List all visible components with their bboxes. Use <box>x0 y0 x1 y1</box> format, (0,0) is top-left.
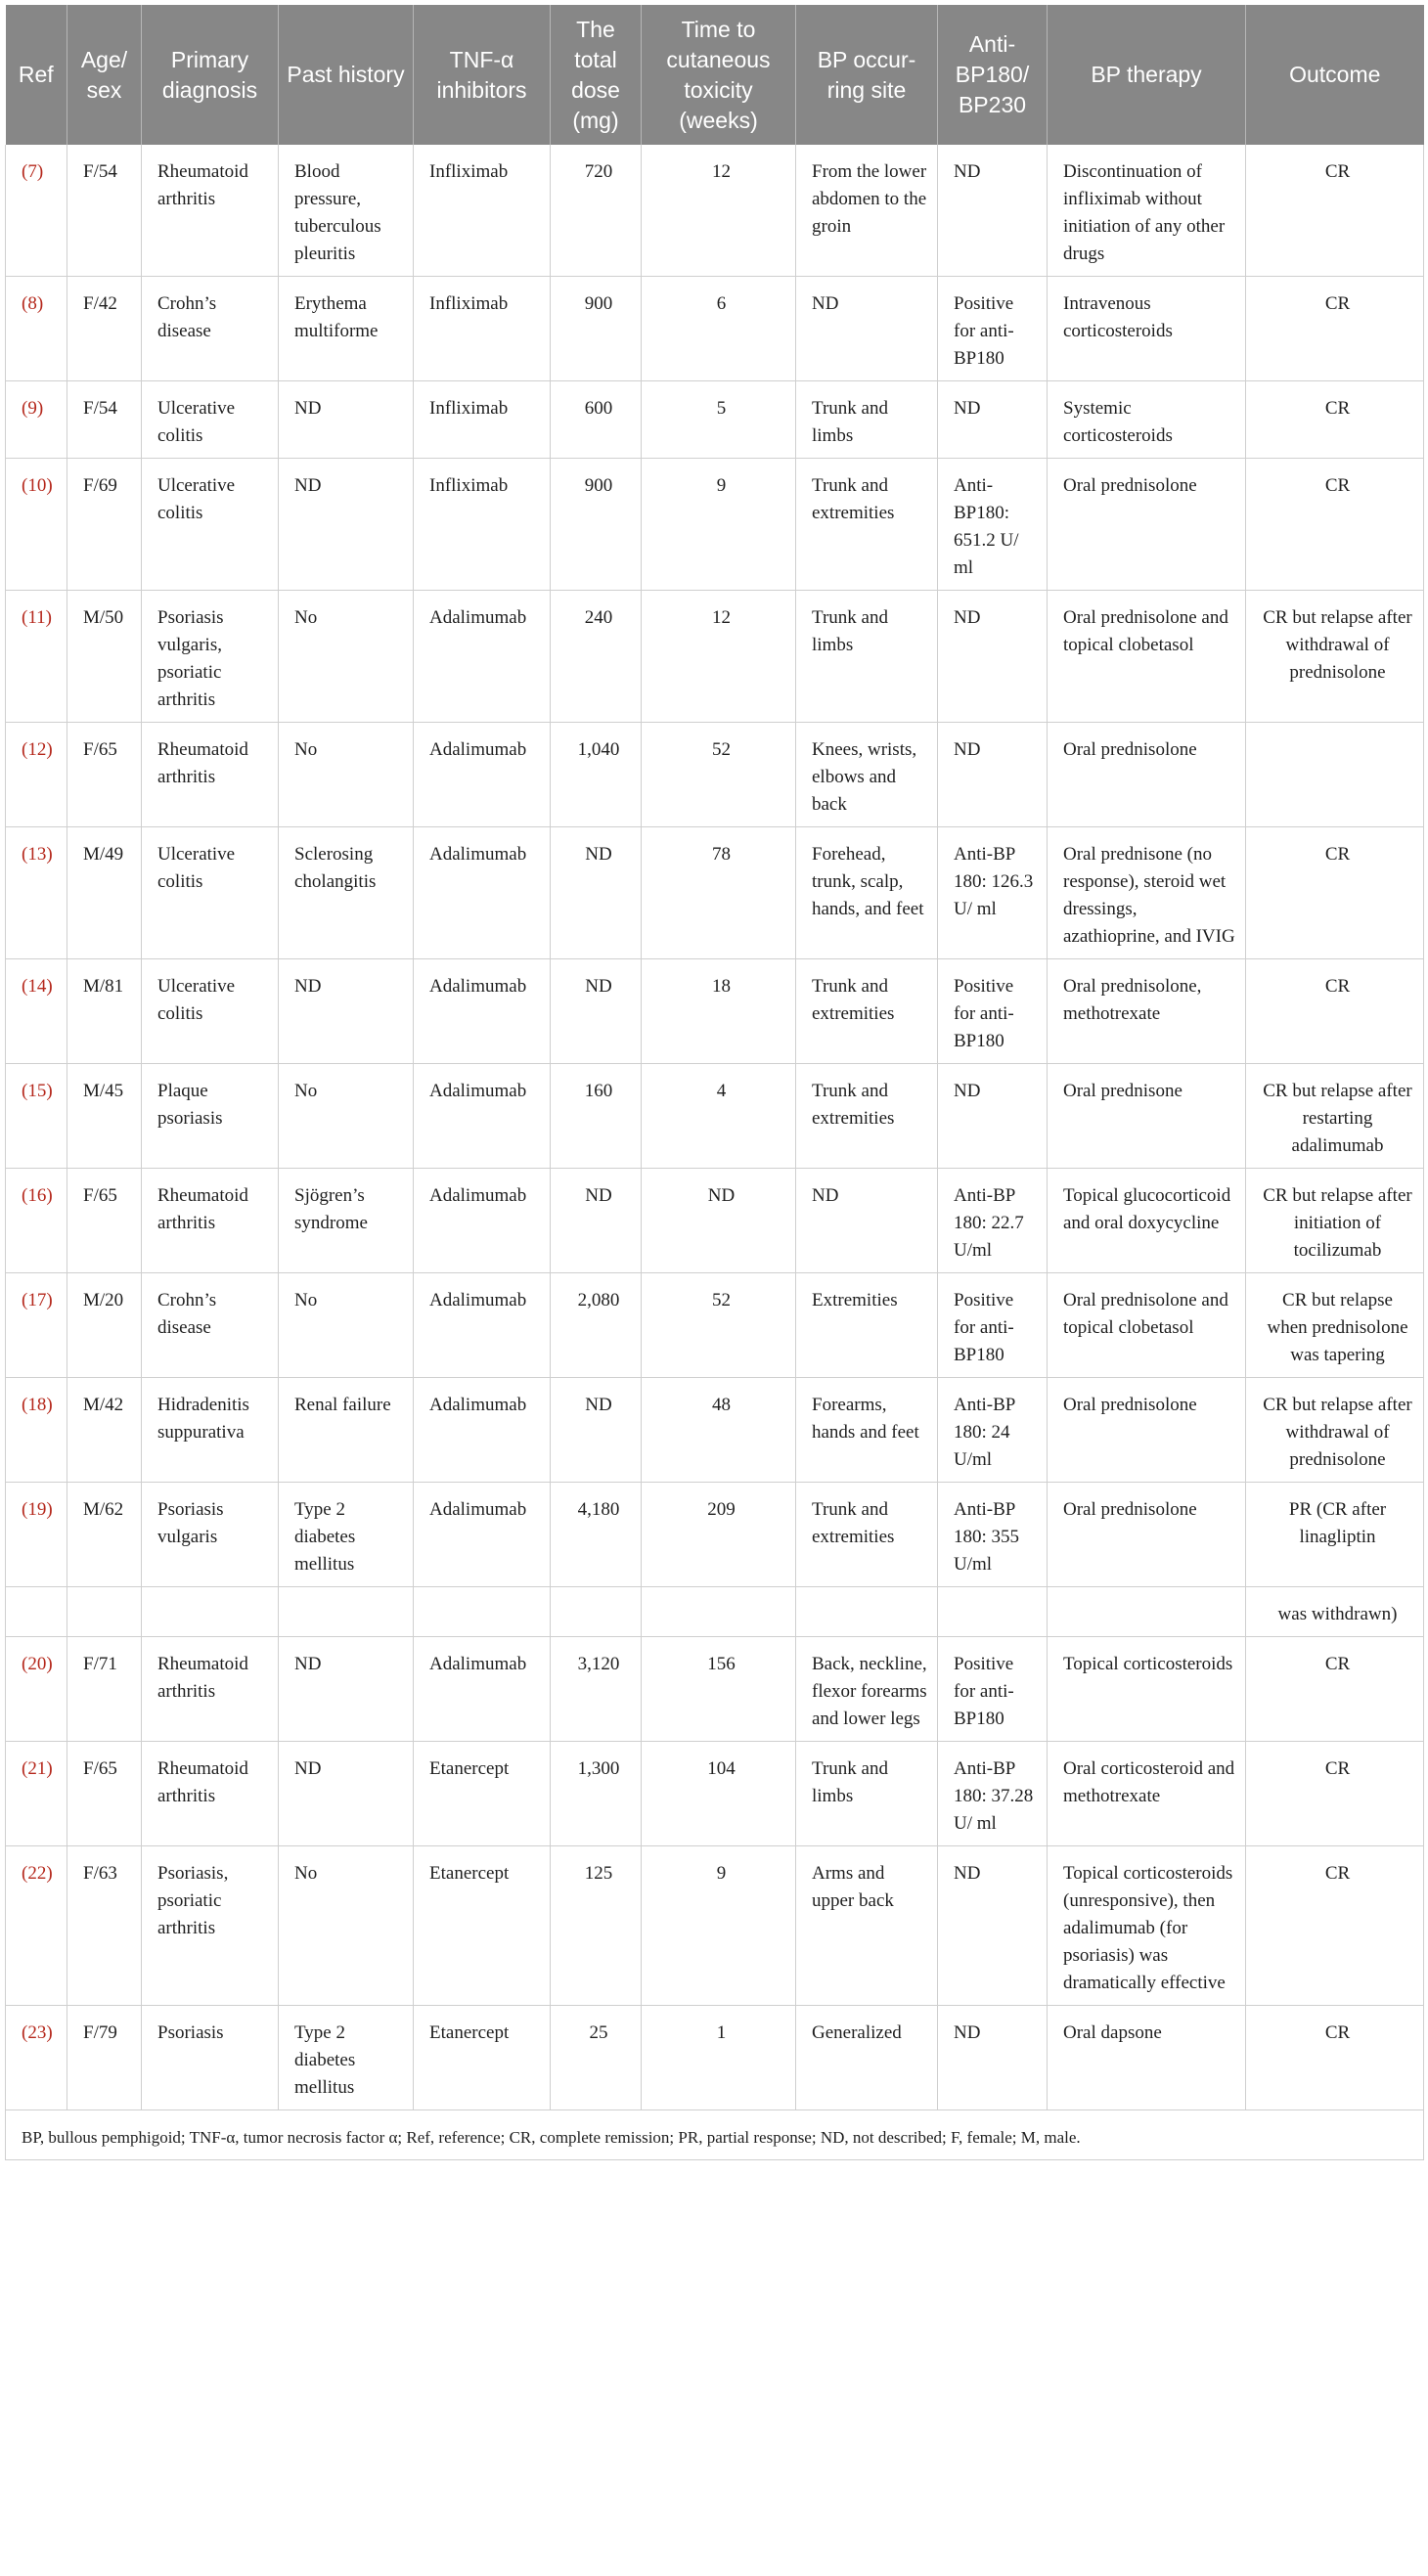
cell-primary-diagnosis: Rheumatoid arthritis <box>142 723 279 827</box>
cell-primary-diagnosis: Ulcerative colitis <box>142 827 279 959</box>
table-row <box>6 1637 1424 1742</box>
cell-ref: (14) <box>6 959 67 1064</box>
table-row <box>6 1064 1424 1169</box>
cell-past-history: No <box>279 591 414 723</box>
cell-time-to-toxicity: ND <box>642 1169 796 1273</box>
cell-total-dose <box>551 1587 642 1637</box>
cell-anti-bp: ND <box>938 2006 1048 2110</box>
table-row <box>6 1742 1424 1846</box>
cell-total-dose: ND <box>551 1169 642 1273</box>
cell-past-history: ND <box>279 959 414 1064</box>
cell-total-dose: 25 <box>551 2006 642 2110</box>
cell-outcome: CR <box>1246 2006 1424 2110</box>
cell-total-dose: 3,120 <box>551 1637 642 1742</box>
cell-tnf-inhibitor: Infliximab <box>414 459 551 591</box>
cell-total-dose: ND <box>551 827 642 959</box>
cell-outcome: CR but relapse when prednisolone was tapering <box>1246 1273 1424 1378</box>
cell-total-dose: 240 <box>551 591 642 723</box>
cell-past-history: Sclerosing cholangitis <box>279 827 414 959</box>
cell-past-history: ND <box>279 459 414 591</box>
cell-age-sex: F/79 <box>67 2006 142 2110</box>
cell-bp-therapy: Oral prednisolone <box>1048 459 1246 591</box>
cell-bp-site <box>796 1587 938 1637</box>
cell-outcome: CR <box>1246 145 1424 277</box>
cell-anti-bp: ND <box>938 145 1048 277</box>
cell-tnf-inhibitor: Adalimumab <box>414 1169 551 1273</box>
cell-ref: (7) <box>6 145 67 277</box>
cell-tnf-inhibitor: Adalimumab <box>414 1064 551 1169</box>
cell-primary-diagnosis: Ulcerative colitis <box>142 959 279 1064</box>
cell-tnf-inhibitor: Etanercept <box>414 1846 551 2006</box>
cell-primary-diagnosis: Plaque psoriasis <box>142 1064 279 1169</box>
cell-primary-diagnosis: Rheumatoid arthritis <box>142 1169 279 1273</box>
table-row <box>6 277 1424 381</box>
cell-ref: (17) <box>6 1273 67 1378</box>
table-row <box>6 959 1424 1064</box>
cell-tnf-inhibitor: Adalimumab <box>414 723 551 827</box>
case-table <box>5 5 1424 2160</box>
cell-time-to-toxicity: 52 <box>642 1273 796 1378</box>
cell-outcome: CR but relapse after withdrawal of prednisolone <box>1246 591 1424 723</box>
cell-anti-bp: Positive for anti-BP180 <box>938 1273 1048 1378</box>
table-row <box>6 1378 1424 1483</box>
cell-anti-bp: ND <box>938 591 1048 723</box>
cell-outcome <box>1246 723 1424 827</box>
col-header-bp-therapy: BP therapy <box>1048 5 1246 145</box>
table-row <box>6 2006 1424 2110</box>
cell-time-to-toxicity: 156 <box>642 1637 796 1742</box>
cell-outcome: CR <box>1246 1846 1424 2006</box>
cell-age-sex: M/20 <box>67 1273 142 1378</box>
table-row <box>6 1587 1424 1637</box>
cell-bp-therapy: Oral prednisolone and topical clobetasol <box>1048 591 1246 723</box>
cell-past-history: Renal failure <box>279 1378 414 1483</box>
cell-bp-site: Trunk and extremities <box>796 1064 938 1169</box>
cell-total-dose: 125 <box>551 1846 642 2006</box>
cell-tnf-inhibitor: Etanercept <box>414 1742 551 1846</box>
cell-age-sex <box>67 1587 142 1637</box>
cell-outcome: CR but relapse after restarting adalimumab <box>1246 1064 1424 1169</box>
cell-anti-bp: Anti-BP 180: 355 U/ml <box>938 1483 1048 1587</box>
cell-ref: (15) <box>6 1064 67 1169</box>
cell-tnf-inhibitor: Adalimumab <box>414 1273 551 1378</box>
cell-total-dose: 2,080 <box>551 1273 642 1378</box>
cell-age-sex: M/49 <box>67 827 142 959</box>
cell-bp-therapy: Oral prednisolone <box>1048 1483 1246 1587</box>
cell-total-dose: ND <box>551 959 642 1064</box>
cell-time-to-toxicity: 48 <box>642 1378 796 1483</box>
cell-age-sex: F/65 <box>67 723 142 827</box>
cell-past-history: Type 2 diabetes mellitus <box>279 2006 414 2110</box>
cell-tnf-inhibitor: Adalimumab <box>414 591 551 723</box>
cell-primary-diagnosis: Crohn’s disease <box>142 1273 279 1378</box>
cell-outcome: CR but relapse after initiation of tocilizumab <box>1246 1169 1424 1273</box>
cell-tnf-inhibitor: Adalimumab <box>414 1483 551 1587</box>
cell-anti-bp: Anti-BP 180: 37.28 U/ ml <box>938 1742 1048 1846</box>
cell-total-dose: 160 <box>551 1064 642 1169</box>
cell-ref: (18) <box>6 1378 67 1483</box>
table-row <box>6 723 1424 827</box>
cell-primary-diagnosis: Rheumatoid arthritis <box>142 145 279 277</box>
cell-bp-site: Trunk and limbs <box>796 1742 938 1846</box>
cell-time-to-toxicity: 9 <box>642 1846 796 2006</box>
cell-bp-therapy: Topical corticosteroids (unresponsive), then adalimumab (for psoriasis) was dramatically effective <box>1048 1846 1246 2006</box>
cell-anti-bp: ND <box>938 381 1048 459</box>
cell-tnf-inhibitor: Etanercept <box>414 2006 551 2110</box>
cell-ref: (21) <box>6 1742 67 1846</box>
table-row <box>6 1846 1424 2006</box>
cell-total-dose: ND <box>551 1378 642 1483</box>
cell-bp-site: Trunk and extremities <box>796 459 938 591</box>
cell-past-history: No <box>279 1273 414 1378</box>
cell-bp-therapy: Oral prednisolone <box>1048 723 1246 827</box>
cell-past-history: No <box>279 1846 414 2006</box>
cell-tnf-inhibitor: Infliximab <box>414 381 551 459</box>
cell-total-dose: 1,300 <box>551 1742 642 1846</box>
table-row <box>6 145 1424 277</box>
cell-bp-therapy: Intravenous corticosteroids <box>1048 277 1246 381</box>
cell-past-history: Erythema multiforme <box>279 277 414 381</box>
cell-outcome: CR <box>1246 1742 1424 1846</box>
cell-bp-therapy: Oral dapsone <box>1048 2006 1246 2110</box>
cell-age-sex: F/69 <box>67 459 142 591</box>
cell-total-dose: 600 <box>551 381 642 459</box>
cell-tnf-inhibitor: Infliximab <box>414 277 551 381</box>
cell-bp-therapy: Oral corticosteroid and methotrexate <box>1048 1742 1246 1846</box>
cell-past-history <box>279 1587 414 1637</box>
cell-total-dose: 720 <box>551 145 642 277</box>
cell-primary-diagnosis: Hidradenitis suppurativa <box>142 1378 279 1483</box>
cell-time-to-toxicity: 78 <box>642 827 796 959</box>
cell-bp-site: Trunk and extremities <box>796 1483 938 1587</box>
cell-primary-diagnosis: Ulcerative colitis <box>142 459 279 591</box>
cell-tnf-inhibitor: Adalimumab <box>414 959 551 1064</box>
cell-primary-diagnosis <box>142 1587 279 1637</box>
cell-time-to-toxicity: 4 <box>642 1064 796 1169</box>
cell-anti-bp: Anti-BP 180: 24 U/ml <box>938 1378 1048 1483</box>
cell-bp-site: Trunk and extremities <box>796 959 938 1064</box>
cell-age-sex: F/54 <box>67 145 142 277</box>
col-header-primary-diagnosis: Primary diagnosis <box>142 5 279 145</box>
cell-time-to-toxicity: 18 <box>642 959 796 1064</box>
cell-anti-bp: Positive for anti-BP180 <box>938 1637 1048 1742</box>
col-header-past-history: Past history <box>279 5 414 145</box>
table-row <box>6 1483 1424 1587</box>
cell-tnf-inhibitor: Adalimumab <box>414 1378 551 1483</box>
cell-age-sex: M/50 <box>67 591 142 723</box>
cell-bp-therapy: Oral prednisone <box>1048 1064 1246 1169</box>
cell-primary-diagnosis: Psoriasis vulgaris <box>142 1483 279 1587</box>
cell-anti-bp: ND <box>938 723 1048 827</box>
cell-age-sex: M/45 <box>67 1064 142 1169</box>
cell-time-to-toxicity: 6 <box>642 277 796 381</box>
col-header-total-dose: The total dose (mg) <box>551 5 642 145</box>
cell-bp-therapy: Oral prednisolone and topical clobetasol <box>1048 1273 1246 1378</box>
cell-ref: (20) <box>6 1637 67 1742</box>
cell-ref: (8) <box>6 277 67 381</box>
cell-total-dose: 900 <box>551 277 642 381</box>
cell-age-sex: F/63 <box>67 1846 142 2006</box>
cell-bp-therapy: Oral prednisolone <box>1048 1378 1246 1483</box>
cell-time-to-toxicity: 5 <box>642 381 796 459</box>
cell-bp-site: Knees, wrists, elbows and back <box>796 723 938 827</box>
cell-ref: (11) <box>6 591 67 723</box>
cell-bp-site: ND <box>796 277 938 381</box>
cell-time-to-toxicity: 52 <box>642 723 796 827</box>
col-header-anti-bp: Anti-BP180/ BP230 <box>938 5 1048 145</box>
cell-total-dose: 4,180 <box>551 1483 642 1587</box>
cell-outcome: CR <box>1246 827 1424 959</box>
cell-ref: (23) <box>6 2006 67 2110</box>
cell-past-history: No <box>279 1064 414 1169</box>
cell-total-dose: 900 <box>551 459 642 591</box>
cell-anti-bp <box>938 1587 1048 1637</box>
cell-time-to-toxicity: 104 <box>642 1742 796 1846</box>
table-body <box>6 145 1424 2160</box>
cell-age-sex: F/71 <box>67 1637 142 1742</box>
cell-outcome: CR <box>1246 381 1424 459</box>
cell-past-history: ND <box>279 1742 414 1846</box>
cell-bp-therapy: Oral prednisolone, methotrexate <box>1048 959 1246 1064</box>
cell-primary-diagnosis: Rheumatoid arthritis <box>142 1742 279 1846</box>
cell-bp-therapy <box>1048 1587 1246 1637</box>
header-row <box>6 5 1424 145</box>
cell-time-to-toxicity: 209 <box>642 1483 796 1587</box>
cell-total-dose: 1,040 <box>551 723 642 827</box>
cell-time-to-toxicity: 1 <box>642 2006 796 2110</box>
cell-time-to-toxicity <box>642 1587 796 1637</box>
cell-tnf-inhibitor <box>414 1587 551 1637</box>
cell-primary-diagnosis: Crohn’s disease <box>142 277 279 381</box>
cell-primary-diagnosis: Ulcerative colitis <box>142 381 279 459</box>
cell-anti-bp: Positive for anti-BP180 <box>938 277 1048 381</box>
table-row <box>6 1169 1424 1273</box>
cell-bp-site: ND <box>796 1169 938 1273</box>
cell-age-sex: F/42 <box>67 277 142 381</box>
cell-tnf-inhibitor: Adalimumab <box>414 1637 551 1742</box>
cell-ref: (22) <box>6 1846 67 2006</box>
col-header-outcome: Outcome <box>1246 5 1424 145</box>
cell-past-history: No <box>279 723 414 827</box>
col-header-tnf-inhibitors: TNF-α inhibitors <box>414 5 551 145</box>
cell-age-sex: M/81 <box>67 959 142 1064</box>
cell-ref: (19) <box>6 1483 67 1587</box>
cell-bp-therapy: Topical glucocorticoid and oral doxycycline <box>1048 1169 1246 1273</box>
table-row <box>6 459 1424 591</box>
cell-tnf-inhibitor: Adalimumab <box>414 827 551 959</box>
cell-ref: (12) <box>6 723 67 827</box>
cell-age-sex: M/62 <box>67 1483 142 1587</box>
cell-bp-therapy: Topical corticosteroids <box>1048 1637 1246 1742</box>
cell-primary-diagnosis: Rheumatoid arthritis <box>142 1637 279 1742</box>
cell-time-to-toxicity: 12 <box>642 591 796 723</box>
cell-age-sex: M/42 <box>67 1378 142 1483</box>
cell-ref: (16) <box>6 1169 67 1273</box>
cell-bp-therapy: Systemic corticosteroids <box>1048 381 1246 459</box>
cell-bp-site: Arms and upper back <box>796 1846 938 2006</box>
cell-primary-diagnosis: Psoriasis <box>142 2006 279 2110</box>
cell-time-to-toxicity: 9 <box>642 459 796 591</box>
cell-outcome: PR (CR after linagliptin <box>1246 1483 1424 1587</box>
cell-primary-diagnosis: Psoriasis vulgaris, psoriatic arthritis <box>142 591 279 723</box>
cell-outcome: CR <box>1246 1637 1424 1742</box>
cell-anti-bp: ND <box>938 1846 1048 2006</box>
cell-bp-site: From the lower abdomen to the groin <box>796 145 938 277</box>
cell-anti-bp: Anti-BP180: 651.2 U/ ml <box>938 459 1048 591</box>
cell-bp-therapy: Oral prednisone (no response), steroid wet dressings, azathioprine, and IVIG <box>1048 827 1246 959</box>
cell-outcome: was withdrawn) <box>1246 1587 1424 1637</box>
col-header-ref: Ref <box>6 5 67 145</box>
cell-bp-site: Extremities <box>796 1273 938 1378</box>
cell-past-history: ND <box>279 381 414 459</box>
cell-ref <box>6 1587 67 1637</box>
cell-primary-diagnosis: Psoriasis, psoriatic arthritis <box>142 1846 279 2006</box>
cell-anti-bp: ND <box>938 1064 1048 1169</box>
col-header-age-sex: Age/ sex <box>67 5 142 145</box>
cell-past-history: Sjögren’s syndrome <box>279 1169 414 1273</box>
table-row <box>6 381 1424 459</box>
cell-bp-site: Back, neckline, flexor forearms and lower legs <box>796 1637 938 1742</box>
cell-outcome: CR <box>1246 459 1424 591</box>
cell-outcome: CR <box>1246 277 1424 381</box>
table-row <box>6 1273 1424 1378</box>
cell-bp-site: Trunk and limbs <box>796 591 938 723</box>
cell-anti-bp: Anti-BP 180: 22.7 U/ml <box>938 1169 1048 1273</box>
cell-bp-site: Generalized <box>796 2006 938 2110</box>
cell-age-sex: F/65 <box>67 1742 142 1846</box>
cell-anti-bp: Positive for anti-BP180 <box>938 959 1048 1064</box>
cell-bp-site: Forearms, hands and feet <box>796 1378 938 1483</box>
col-header-time-to-toxicity: Time to cutaneous toxicity (weeks) <box>642 5 796 145</box>
cell-past-history: ND <box>279 1637 414 1742</box>
table-row <box>6 591 1424 723</box>
cell-ref: (13) <box>6 827 67 959</box>
cell-age-sex: F/54 <box>67 381 142 459</box>
cell-tnf-inhibitor: Infliximab <box>414 145 551 277</box>
cell-anti-bp: Anti-BP 180: 126.3 U/ ml <box>938 827 1048 959</box>
table-row <box>6 827 1424 959</box>
cell-time-to-toxicity: 12 <box>642 145 796 277</box>
cell-ref: (9) <box>6 381 67 459</box>
cell-ref: (10) <box>6 459 67 591</box>
cell-outcome: CR but relapse after withdrawal of prednisolone <box>1246 1378 1424 1483</box>
cell-bp-site: Forehead, trunk, scalp, hands, and feet <box>796 827 938 959</box>
cell-bp-site: Trunk and limbs <box>796 381 938 459</box>
cell-past-history: Type 2 diabetes mellitus <box>279 1483 414 1587</box>
footnote-row <box>6 2110 1424 2160</box>
table-footnote: BP, bullous pemphigoid; TNF-α, tumor necrosis factor α; Ref, reference; CR, complete remission; PR, partial response; ND, not described; F, female; M, male. <box>6 2110 1424 2160</box>
cell-age-sex: F/65 <box>67 1169 142 1273</box>
cell-bp-therapy: Discontinuation of infliximab without initiation of any other drugs <box>1048 145 1246 277</box>
cell-past-history: Blood pressure, tuberculous pleuritis <box>279 145 414 277</box>
col-header-bp-site: BP occur-ring site <box>796 5 938 145</box>
cell-outcome: CR <box>1246 959 1424 1064</box>
